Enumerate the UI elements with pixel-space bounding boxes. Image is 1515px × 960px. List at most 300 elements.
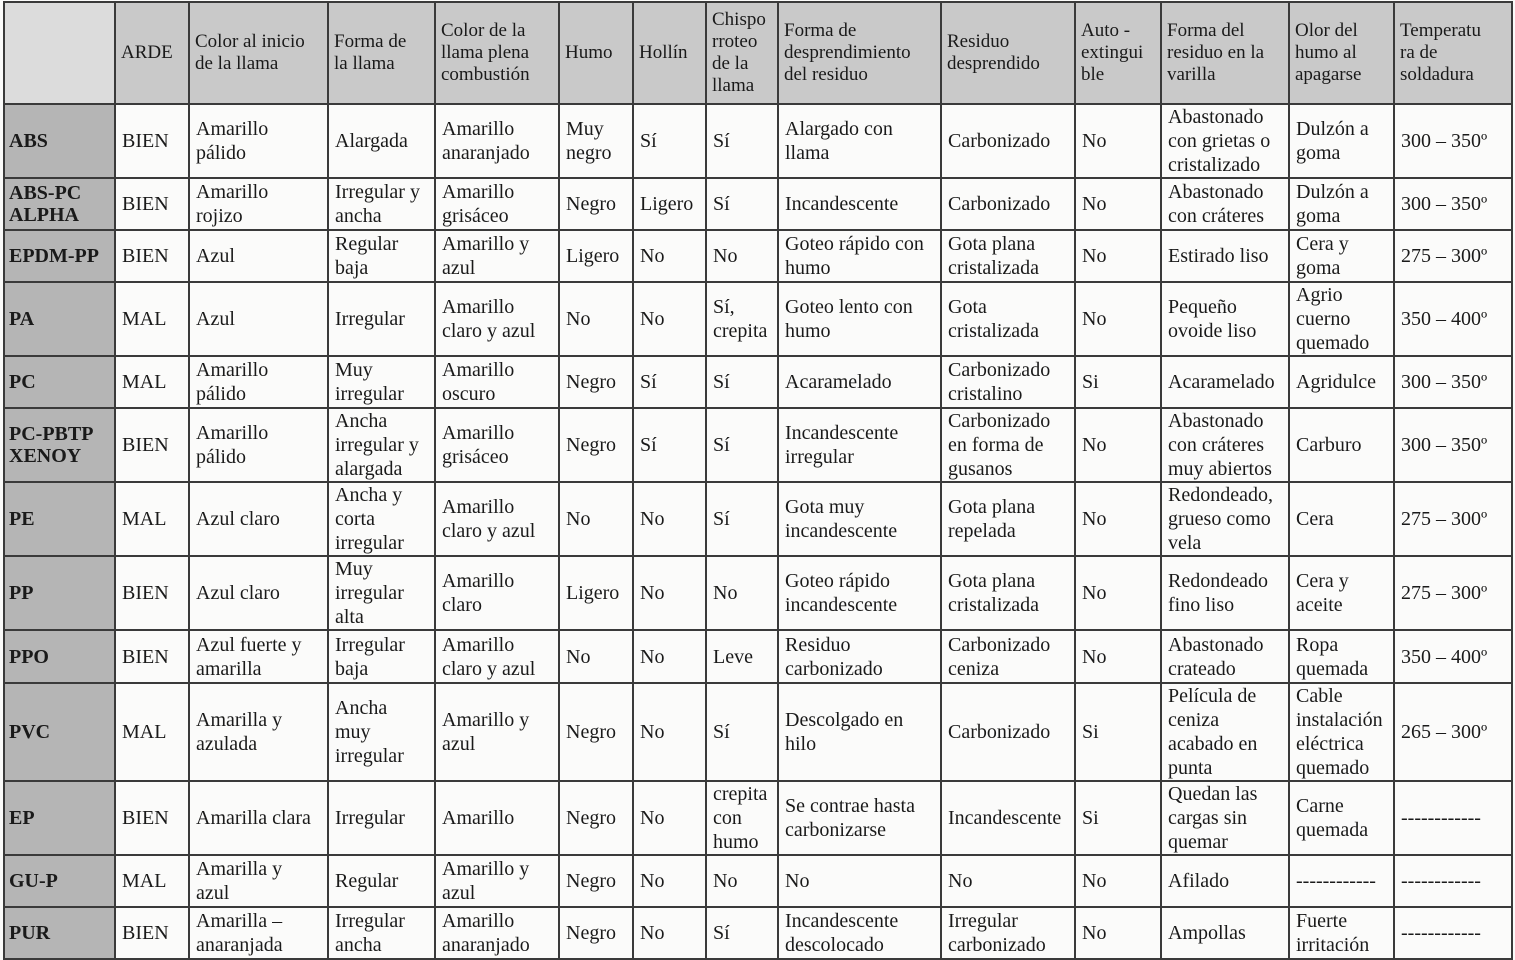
cell-autoextinguible xyxy=(1075,855,1161,907)
cell-autoextinguible xyxy=(1075,556,1161,630)
cell-autoextinguible xyxy=(1075,104,1161,178)
cell-value: Abastonado con grietas o cristalizado xyxy=(1168,106,1271,176)
cell-humo xyxy=(559,781,633,855)
cell-autoextinguible xyxy=(1075,178,1161,230)
cell-value: Agridulce xyxy=(1296,371,1376,393)
column-header-forma-residuo-varilla xyxy=(1161,2,1289,104)
cell-value: Carbonizado cristalino xyxy=(948,359,1051,405)
cell-value: Dulzón a goma xyxy=(1296,118,1369,164)
cell-value: Cable instalación eléctrica quemado xyxy=(1296,685,1383,779)
cell-forma-desprendimiento-residuo xyxy=(778,104,941,178)
column-header-label: Olor del humo al apagarse xyxy=(1295,20,1362,85)
table-row xyxy=(4,556,1512,630)
cell-chisporroteo xyxy=(706,781,778,855)
cell-value: BIEN xyxy=(122,245,169,267)
cell-value: Abastonado con cráteres xyxy=(1168,181,1265,227)
cell-value: BIEN xyxy=(122,582,169,604)
column-header-humo xyxy=(559,2,633,104)
cell-value: No xyxy=(948,870,973,892)
cell-temperatura-soldadura xyxy=(1394,781,1512,855)
cell-value: Amarillo anaranjado xyxy=(442,910,530,956)
cell-value: Redondeado, grueso como vela xyxy=(1168,484,1273,554)
cell-value: Estirado liso xyxy=(1168,245,1269,267)
cell-value: No xyxy=(566,308,591,330)
cell-humo xyxy=(559,556,633,630)
cell-humo xyxy=(559,178,633,230)
cell-arde xyxy=(115,282,189,356)
cell-value: Afilado xyxy=(1168,870,1230,892)
cell-hollin xyxy=(633,907,706,959)
cell-value: PC-PBTP XENOY xyxy=(9,423,94,467)
cell-value: 265 – 300º xyxy=(1401,721,1488,743)
column-header-autoextinguible xyxy=(1075,2,1161,104)
cell-value: Ampollas xyxy=(1168,922,1246,944)
cell-color-inicio-llama xyxy=(189,630,328,683)
cell-value: Azul claro xyxy=(196,582,280,604)
cell-value: Alargado con llama xyxy=(785,118,893,164)
cell-value: No xyxy=(1082,308,1107,330)
cell-autoextinguible xyxy=(1075,683,1161,781)
cell-value: BIEN xyxy=(122,807,169,829)
cell-value: Gota plana cristalizada xyxy=(948,233,1040,279)
cell-value: No xyxy=(713,245,738,267)
cell-forma-llama xyxy=(328,408,435,482)
cell-material xyxy=(4,630,115,683)
cell-value: No xyxy=(640,508,665,530)
cell-value: Amarillo grisáceo xyxy=(442,181,515,227)
cell-residuo-desprendido xyxy=(941,356,1075,408)
cell-arde xyxy=(115,907,189,959)
cell-value: Azul fuerte y amarilla xyxy=(196,633,302,680)
table-row xyxy=(4,230,1512,282)
cell-value: No xyxy=(640,308,665,330)
cell-forma-residuo-varilla xyxy=(1161,630,1289,683)
cell-forma-llama xyxy=(328,683,435,781)
cell-value: Ligero xyxy=(566,582,620,604)
column-header-label: Forma de la llama xyxy=(334,31,407,74)
cell-residuo-desprendido xyxy=(941,178,1075,230)
cell-value: Amarillo oscuro xyxy=(442,359,515,405)
cell-residuo-desprendido xyxy=(941,408,1075,482)
column-header-chisporroteo xyxy=(706,2,778,104)
cell-value: PPO xyxy=(9,645,49,668)
cell-value: Acaramelado xyxy=(785,371,892,393)
cell-color-inicio-llama xyxy=(189,683,328,781)
cell-forma-residuo-varilla xyxy=(1161,104,1289,178)
cell-hollin xyxy=(633,356,706,408)
cell-temperatura-soldadura xyxy=(1394,556,1512,630)
cell-material xyxy=(4,855,115,907)
cell-value: Si xyxy=(1082,721,1099,743)
cell-humo xyxy=(559,630,633,683)
cell-value: Carne quemada xyxy=(1296,795,1369,841)
cell-color-llama-plena xyxy=(435,408,559,482)
cell-forma-desprendimiento-residuo xyxy=(778,178,941,230)
cell-value: BIEN xyxy=(122,434,169,456)
column-header-label: Color al inicio de la llama xyxy=(195,31,305,74)
column-header-color-inicio-llama xyxy=(189,2,328,104)
cell-value: No xyxy=(713,870,738,892)
cell-value: 300 – 350º xyxy=(1401,371,1488,393)
cell-temperatura-soldadura xyxy=(1394,630,1512,683)
cell-value: Amarillo xyxy=(442,807,515,829)
cell-value: Amarillo pálido xyxy=(196,118,269,164)
cell-value: Carbonizado en forma de gusanos xyxy=(948,410,1051,480)
cell-value: No xyxy=(1082,870,1107,892)
cell-material xyxy=(4,104,115,178)
cell-value: Descolgado en hilo xyxy=(785,709,904,755)
cell-value: Amarillo claro xyxy=(442,570,515,616)
cell-arde xyxy=(115,230,189,282)
column-header-label: ARDE xyxy=(121,42,173,63)
cell-forma-llama xyxy=(328,482,435,556)
cell-value: Goteo rápido incandescente xyxy=(785,570,898,616)
cell-material xyxy=(4,178,115,230)
column-header-residuo-desprendido xyxy=(941,2,1075,104)
cell-autoextinguible xyxy=(1075,630,1161,683)
cell-value: PA xyxy=(9,308,35,330)
cell-humo xyxy=(559,282,633,356)
cell-value: Fuerte irritación xyxy=(1296,910,1370,956)
cell-temperatura-soldadura xyxy=(1394,482,1512,556)
cell-value: Amarillo claro y azul xyxy=(442,633,536,680)
cell-color-inicio-llama xyxy=(189,282,328,356)
cell-value: Quedan las cargas sin quemar xyxy=(1168,783,1258,853)
cell-value: Ligero xyxy=(640,193,694,215)
cell-autoextinguible xyxy=(1075,907,1161,959)
cell-value: 275 – 300º xyxy=(1401,508,1488,530)
cell-value: Irregular xyxy=(335,807,405,829)
cell-value: MAL xyxy=(122,870,167,892)
cell-value: No xyxy=(1082,582,1107,604)
cell-value: No xyxy=(1082,130,1107,152)
cell-value: Cera y aceite xyxy=(1296,570,1349,616)
cell-value: Negro xyxy=(566,922,616,944)
cell-value: MAL xyxy=(122,508,167,530)
cell-olor-humo xyxy=(1289,178,1394,230)
cell-value: Amarillo claro y azul xyxy=(442,296,536,342)
column-header-forma-llama xyxy=(328,2,435,104)
cell-forma-llama xyxy=(328,781,435,855)
table-row xyxy=(4,178,1512,230)
table-row xyxy=(4,482,1512,556)
cell-value: No xyxy=(640,582,665,604)
cell-olor-humo xyxy=(1289,781,1394,855)
cell-value: No xyxy=(640,870,665,892)
cell-value: Gota plana repelada xyxy=(948,496,1036,542)
cell-material xyxy=(4,482,115,556)
cell-material xyxy=(4,230,115,282)
cell-value: Gota muy incandescente xyxy=(785,496,898,542)
cell-value: Amarillo y azul xyxy=(442,709,530,755)
cell-olor-humo xyxy=(1289,104,1394,178)
cell-value: No xyxy=(1082,922,1107,944)
cell-value: 300 – 350º xyxy=(1401,130,1488,152)
table-row xyxy=(4,408,1512,482)
cell-residuo-desprendido xyxy=(941,683,1075,781)
cell-value: ------------ xyxy=(1401,870,1481,892)
cell-value: Amarillo anaranjado xyxy=(442,118,530,164)
cell-hollin xyxy=(633,282,706,356)
table-row xyxy=(4,282,1512,356)
cell-residuo-desprendido xyxy=(941,556,1075,630)
cell-forma-desprendimiento-residuo xyxy=(778,408,941,482)
cell-arde xyxy=(115,556,189,630)
cell-olor-humo xyxy=(1289,556,1394,630)
cell-autoextinguible xyxy=(1075,356,1161,408)
cell-value: Incandescente descolocado xyxy=(785,910,899,956)
cell-value: No xyxy=(713,582,738,604)
cell-value: No xyxy=(1082,645,1107,668)
cell-value: No xyxy=(566,508,591,530)
cell-value: Alargada xyxy=(335,130,408,152)
cell-value: Azul claro xyxy=(196,508,280,530)
cell-residuo-desprendido xyxy=(941,230,1075,282)
cell-material xyxy=(4,907,115,959)
cell-value: BIEN xyxy=(122,922,169,944)
cell-forma-residuo-varilla xyxy=(1161,683,1289,781)
cell-value: Redondeado fino liso xyxy=(1168,570,1268,616)
cell-value: Amarillo pálido xyxy=(196,422,269,468)
cell-chisporroteo xyxy=(706,356,778,408)
cell-forma-residuo-varilla xyxy=(1161,178,1289,230)
cell-value: MAL xyxy=(122,721,167,743)
cell-value: Película de ceniza acabado en punta xyxy=(1168,685,1258,779)
table-body xyxy=(4,104,1512,959)
cell-value: Negro xyxy=(566,721,616,743)
cell-value: Regular baja xyxy=(335,233,399,279)
cell-olor-humo xyxy=(1289,356,1394,408)
cell-value: Sí, crepita xyxy=(713,296,768,342)
cell-olor-humo xyxy=(1289,408,1394,482)
cell-forma-desprendimiento-residuo xyxy=(778,781,941,855)
cell-residuo-desprendido xyxy=(941,630,1075,683)
cell-value: 350 – 400º xyxy=(1401,308,1488,330)
cell-value: Negro xyxy=(566,193,616,215)
cell-value: Amarillo rojizo xyxy=(196,181,269,227)
cell-value: Dulzón a goma xyxy=(1296,181,1369,227)
column-header-label: Chispo rroteo de la llama xyxy=(712,9,766,96)
cell-arde xyxy=(115,781,189,855)
cell-value: Cera xyxy=(1296,508,1334,530)
cell-value: Amarillo grisáceo xyxy=(442,422,515,468)
cell-chisporroteo xyxy=(706,230,778,282)
cell-chisporroteo xyxy=(706,556,778,630)
cell-chisporroteo xyxy=(706,907,778,959)
cell-value: Incandescente xyxy=(785,193,899,215)
column-header-label: Color de la llama plena combustión xyxy=(441,20,530,85)
cell-residuo-desprendido xyxy=(941,781,1075,855)
cell-value: EP xyxy=(9,807,35,829)
cell-value: Abastonado crateado xyxy=(1168,633,1264,680)
cell-hollin xyxy=(633,230,706,282)
cell-value: BIEN xyxy=(122,645,169,668)
cell-residuo-desprendido xyxy=(941,855,1075,907)
cell-value: 350 – 400º xyxy=(1401,645,1488,668)
cell-hollin xyxy=(633,408,706,482)
cell-value: Irregular carbonizado xyxy=(948,910,1046,956)
cell-arde xyxy=(115,408,189,482)
cell-temperatura-soldadura xyxy=(1394,230,1512,282)
cell-color-llama-plena xyxy=(435,104,559,178)
cell-value: No xyxy=(1082,508,1107,530)
cell-forma-residuo-varilla xyxy=(1161,855,1289,907)
cell-chisporroteo xyxy=(706,683,778,781)
cell-value: Muy irregular xyxy=(335,359,404,405)
cell-value: Leve xyxy=(713,645,753,668)
cell-chisporroteo xyxy=(706,104,778,178)
cell-residuo-desprendido xyxy=(941,282,1075,356)
cell-color-inicio-llama xyxy=(189,104,328,178)
cell-value: No xyxy=(640,245,665,267)
cell-chisporroteo xyxy=(706,482,778,556)
cell-value: Muy irregular alta xyxy=(335,558,404,628)
cell-forma-llama xyxy=(328,282,435,356)
cell-color-llama-plena xyxy=(435,683,559,781)
cell-value: 275 – 300º xyxy=(1401,582,1488,604)
cell-color-inicio-llama xyxy=(189,356,328,408)
cell-value: BIEN xyxy=(122,193,169,215)
cell-material xyxy=(4,781,115,855)
cell-autoextinguible xyxy=(1075,230,1161,282)
cell-forma-residuo-varilla xyxy=(1161,282,1289,356)
cell-chisporroteo xyxy=(706,178,778,230)
cell-temperatura-soldadura xyxy=(1394,855,1512,907)
cell-chisporroteo xyxy=(706,855,778,907)
cell-value: BIEN xyxy=(122,130,169,152)
cell-temperatura-soldadura xyxy=(1394,907,1512,959)
table-row xyxy=(4,630,1512,683)
plastics-burn-test-table xyxy=(3,1,1513,960)
cell-value: Sí xyxy=(713,193,730,215)
cell-value: Negro xyxy=(566,870,616,892)
cell-humo xyxy=(559,104,633,178)
cell-value: No xyxy=(640,922,665,944)
cell-hollin xyxy=(633,556,706,630)
cell-forma-llama xyxy=(328,230,435,282)
cell-value: ------------ xyxy=(1401,807,1481,829)
cell-humo xyxy=(559,683,633,781)
cell-value: ABS xyxy=(9,130,48,152)
cell-value: Abastonado con cráteres muy abiertos xyxy=(1168,410,1272,480)
cell-humo xyxy=(559,408,633,482)
cell-value: Sí xyxy=(713,130,730,152)
cell-forma-llama xyxy=(328,104,435,178)
cell-value: MAL xyxy=(122,371,167,393)
cell-value: Carbonizado xyxy=(948,130,1051,152)
cell-value: Sí xyxy=(713,922,730,944)
header-row xyxy=(4,2,1512,104)
cell-value: EPDM-PP xyxy=(9,245,99,267)
cell-temperatura-soldadura xyxy=(1394,178,1512,230)
cell-value: Acaramelado xyxy=(1168,371,1275,393)
cell-forma-residuo-varilla xyxy=(1161,356,1289,408)
cell-temperatura-soldadura xyxy=(1394,356,1512,408)
cell-chisporroteo xyxy=(706,408,778,482)
cell-value: No xyxy=(640,721,665,743)
cell-value: No xyxy=(566,645,591,668)
cell-humo xyxy=(559,907,633,959)
cell-value: Amarilla clara xyxy=(196,807,311,829)
cell-arde xyxy=(115,683,189,781)
cell-arde xyxy=(115,104,189,178)
cell-value: Si xyxy=(1082,371,1099,393)
cell-olor-humo xyxy=(1289,482,1394,556)
cell-residuo-desprendido xyxy=(941,104,1075,178)
column-header-hollin xyxy=(633,2,706,104)
cell-color-inicio-llama xyxy=(189,482,328,556)
cell-value: No xyxy=(640,807,665,829)
cell-forma-desprendimiento-residuo xyxy=(778,230,941,282)
column-header-label: Residuo desprendido xyxy=(947,31,1040,74)
cell-forma-residuo-varilla xyxy=(1161,556,1289,630)
cell-value: Ancha muy irregular xyxy=(335,697,404,767)
cell-material xyxy=(4,282,115,356)
cell-arde xyxy=(115,630,189,683)
cell-value: Sí xyxy=(640,371,657,393)
cell-residuo-desprendido xyxy=(941,907,1075,959)
cell-arde xyxy=(115,356,189,408)
cell-value: Sí xyxy=(713,721,730,743)
cell-value: Ligero xyxy=(566,245,620,267)
cell-forma-residuo-varilla xyxy=(1161,230,1289,282)
column-header-material xyxy=(4,2,115,104)
cell-value: Negro xyxy=(566,434,616,456)
cell-value: Amarillo y azul xyxy=(442,858,530,904)
cell-forma-residuo-varilla xyxy=(1161,781,1289,855)
cell-color-llama-plena xyxy=(435,230,559,282)
cell-value: Negro xyxy=(566,371,616,393)
cell-value: Goteo rápido con humo xyxy=(785,233,924,279)
cell-value: Negro xyxy=(566,807,616,829)
cell-value: Ancha irregular y alargada xyxy=(335,410,419,480)
cell-forma-desprendimiento-residuo xyxy=(778,556,941,630)
cell-value: Irregular xyxy=(335,308,405,330)
cell-value: 300 – 350º xyxy=(1401,193,1488,215)
cell-forma-desprendimiento-residuo xyxy=(778,855,941,907)
cell-hollin xyxy=(633,104,706,178)
cell-value: PUR xyxy=(9,922,51,944)
cell-forma-desprendimiento-residuo xyxy=(778,630,941,683)
cell-hollin xyxy=(633,855,706,907)
cell-value: Amarillo claro y azul xyxy=(442,496,536,542)
cell-value: Carbonizado xyxy=(948,193,1051,215)
cell-value: No xyxy=(1082,245,1107,267)
cell-forma-llama xyxy=(328,556,435,630)
cell-forma-residuo-varilla xyxy=(1161,907,1289,959)
cell-value: GU-P xyxy=(9,870,58,892)
cell-value: No xyxy=(1082,434,1107,456)
table-row xyxy=(4,683,1512,781)
cell-material xyxy=(4,683,115,781)
cell-humo xyxy=(559,230,633,282)
cell-value: 275 – 300º xyxy=(1401,245,1488,267)
cell-olor-humo xyxy=(1289,855,1394,907)
column-header-color-llama-plena xyxy=(435,2,559,104)
column-header-olor-humo xyxy=(1289,2,1394,104)
cell-arde xyxy=(115,482,189,556)
cell-value: Agrio cuerno quemado xyxy=(1296,284,1370,354)
cell-value: PVC xyxy=(9,721,51,743)
cell-value: No xyxy=(640,645,665,668)
column-header-arde xyxy=(115,2,189,104)
cell-forma-llama xyxy=(328,356,435,408)
column-header-label: Temperatu ra de soldadura xyxy=(1400,20,1481,85)
cell-value: Incandescente irregular xyxy=(785,422,899,468)
column-header-label: Humo xyxy=(565,42,613,63)
cell-value: Sí xyxy=(640,434,657,456)
cell-value: Ropa quemada xyxy=(1296,633,1369,680)
